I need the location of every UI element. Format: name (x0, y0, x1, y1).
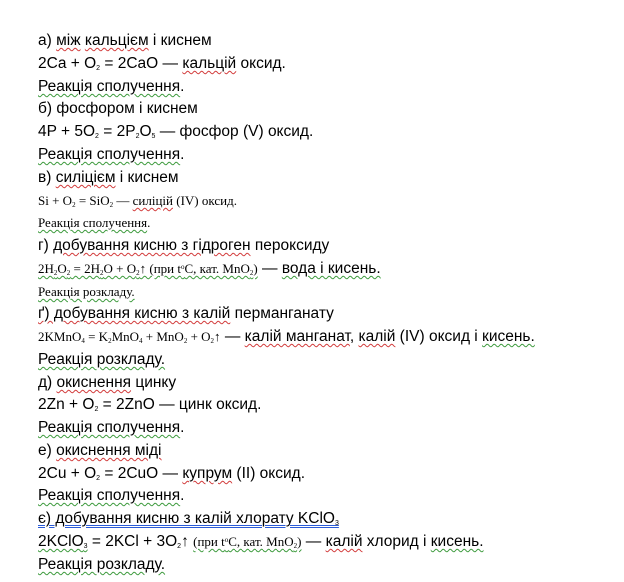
heading-b: б) фосфором і киснем (38, 100, 198, 117)
reaction-type-e: Реакція сполучення. (38, 487, 185, 504)
equation-calcium-oxide: $2Ca + O_2 = 2CaO$ — кальцій оксид. (38, 55, 286, 72)
reaction-type-ye: Реакція розкладу. (38, 556, 166, 573)
reaction-type-g: Реакція розкладу. (38, 284, 135, 299)
equation-silicon-oxide: $Si + O_2 = SiO_2$ — силіцій (IV) оксид. (38, 193, 237, 209)
equation-copper-oxide: $2Cu + O_2 = 2CuO$ — купрум (II) оксид. (38, 465, 306, 482)
heading-e: е) окиснення міді (38, 442, 162, 459)
equation-hydrogen-peroxide: $2H_2O_2 = 2H_2O$ + $O_2↑$ (при $t^oC$, кат. MnO$_2$) — вода і кисень. (38, 260, 381, 277)
reaction-type-g-prime: Реакція розкладу. (38, 351, 166, 368)
equation-zinc-oxide: $2Zn + O_2 = 2ZnO$ — цинк оксид. (38, 396, 262, 413)
heading-g: г) добування кисню з гідроген пероксиду (38, 237, 330, 254)
equation-potassium-permanganate: 2KMnO$_4$ = $K_2MnO_4 + MnO_2$ + $O_2↑$ — калій манганат, калій (IV) оксид і кисень. (38, 328, 535, 345)
reaction-type-a: Реакція сполучення. (38, 78, 185, 95)
heading-g-prime: ґ) добування кисню з калій перманганату (38, 305, 334, 322)
heading-ye: є) добування кисню з калій хлорату KClO$_3$ (38, 510, 339, 527)
reaction-type-d: Реакція сполучення. (38, 419, 185, 436)
reaction-type-b: Реакція сполучення. (38, 146, 185, 163)
equation-phosphorus-oxide: $4P + 5O_2 = 2P_2O_5$ — фосфор (V) оксид. (38, 123, 314, 140)
heading-v: в) силіцієм і киснем (38, 169, 179, 186)
heading-d: д) окиснення цинку (38, 374, 177, 391)
reaction-type-v: Реакція сполучення. (38, 215, 151, 230)
equation-potassium-chlorate: 2KClO$_3$ = $2KCl + 3O_2↑$ (при $t^oC$, кат. MnO$_2$) — калій хлорид і кисень. (38, 533, 484, 550)
heading-a: а) між кальцієм і киснем (38, 32, 212, 49)
